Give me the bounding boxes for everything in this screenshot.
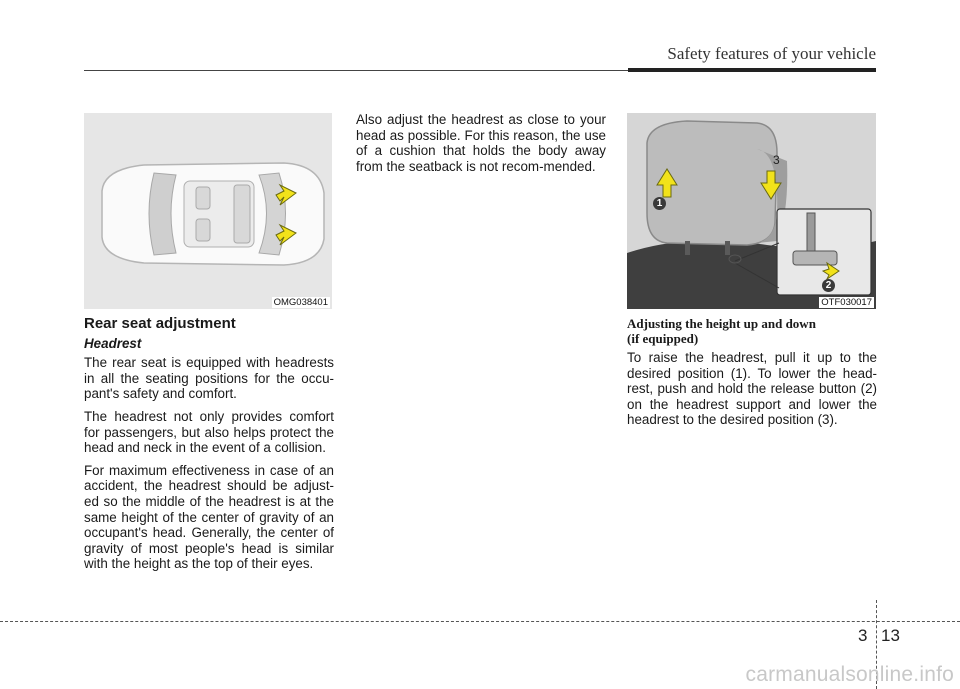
figure-code: OMG038401 bbox=[273, 297, 328, 308]
heading-line: Adjusting the height up and down bbox=[627, 316, 816, 331]
footer-rule bbox=[0, 621, 960, 622]
column-left bbox=[84, 316, 334, 579]
paragraph: The headrest not only provides comfort for passengers, but also helps protect the head and neck in the event of a collision. bbox=[84, 408, 334, 456]
callout-1: 1 bbox=[653, 197, 666, 210]
paragraph: The rear seat is equipped with headrests in all the seating positions for the occu-pant's safety and comfort. bbox=[84, 355, 334, 402]
watermark: carmanualsonline.info bbox=[745, 663, 954, 686]
headrest-adjustment-figure bbox=[627, 113, 876, 309]
callout-3: 3 bbox=[773, 153, 780, 167]
section-heading: Rear seat adjustment bbox=[84, 315, 236, 332]
running-header: Safety features of your vehicle bbox=[667, 44, 876, 63]
column-right bbox=[627, 317, 877, 435]
figure-code: OTF030017 bbox=[821, 297, 872, 308]
car-top-view-figure bbox=[84, 113, 332, 309]
paragraph: Also adjust the headrest as close to your head as possible. For this reason, the use of a cushion that holds the body away from the seatback is not recom-mended. bbox=[356, 112, 606, 174]
page-number: 13 bbox=[881, 626, 900, 645]
callout-2: 2 bbox=[822, 279, 835, 292]
paragraph: To raise the headrest, pull it up to the desired position (1). To lower the head-rest, push and hold the release button (2) on the headrest support and lower the headrest to the desired position (3). bbox=[627, 350, 877, 428]
header-rule-accent bbox=[628, 68, 876, 72]
paragraph: For maximum effectiveness in case of an accident, the headrest should be adjust-ed so the middle of the headrest is at the same height of the center of gravity of an occupant's head. Generally, the center of gravity of most people's head is similar with the height as the top of their eyes. bbox=[84, 462, 334, 572]
chapter-number: 3 bbox=[858, 626, 868, 645]
heading-line: (if equipped) bbox=[627, 330, 699, 346]
headrest-illustration bbox=[627, 113, 876, 309]
car-top-view-illustration bbox=[84, 113, 332, 309]
subsection-heading: Headrest bbox=[84, 335, 142, 351]
subsection-heading bbox=[627, 317, 877, 346]
column-middle bbox=[356, 112, 606, 181]
